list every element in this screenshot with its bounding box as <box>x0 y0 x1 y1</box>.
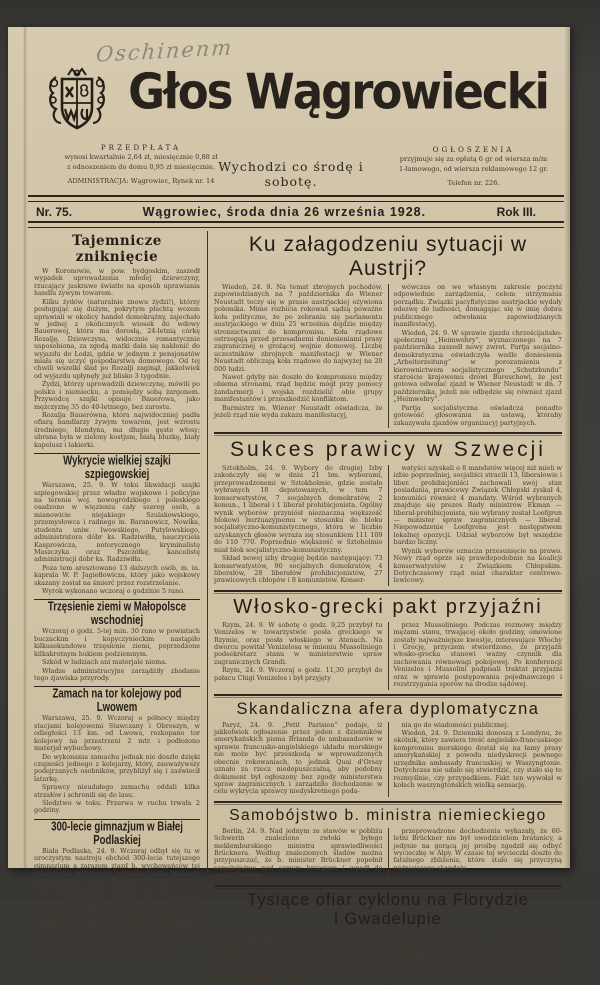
body-paragraph: przeprowadzone dochodzenia wykazały, że 60-letni Brückner nie był uwodzicielem bratanicy, a jedynie na gorącą jej prośbę zgodził się odbyć wycieczkę w Alpy. W czasie tej wycieczki doszło do fatalnego zbliżenia, które stało się przyczyną późniejszego skandalu. <box>393 826 562 872</box>
body-paragraph: Wczoraj o godz. 5-tej min. 30 rano w powiatach buczackim i kopyczynieckim nastąpiło kilkusekundowe trzęsienie ziemi, poprzedzone kilkakrotnym hukiem podziemnym. <box>34 627 200 658</box>
article-column-1 <box>214 828 389 881</box>
article-divider <box>214 590 562 594</box>
body-paragraph: Na wniosek dyr. Nortowskiego uchwalono nadać szkole nazwę gimnazjum im. Kraszewskiego. <box>34 937 200 954</box>
article-headline: Zamach na tor kolejowy pod Lwowem <box>52 687 182 716</box>
body-paragraph: Paryż, 24. 9. „Petit Parisien” podaje, iż jakkolwiek ogłoszenie przez jeden z dzienników amerykańskich pisma Brianda do ambasadorów w sprawie francusko-angielskiego układu morskiego nie może być przeszkodą w wprowadzonych obecnie rokowaniach, to jednak Quai d'Orsay uznało za rzecz niedopuszczalną, aby podobny dokument był ogłoszony bez zgody ministerstwa spraw zagranicznych i zarządziło dochodzenie w celu wykrycia sprawcy niedyskretnego poda- <box>214 720 383 796</box>
article-column-1 <box>214 932 389 985</box>
body-paragraph: Kilku żydów (naturalnie znowu żydzi!), którzy posługując się dużym, pokrytym płachtą wozem uprawiali w okolicy handel domokrążny, zajechało w jednej z okolicznych wiosek do wdowy Bauerowej, która ma dorosłą, 24-letnią córkę Rozalję. Dziewczyna, widocznie romantycznie usposobiona, za zgodą matki dała się nakłonić do wyjazdu do Łodzi, gdzie w jednym z pensjonatów miała się uczyć gospodarstwa domowego. Od tej chwili wszelki ślad po Rozalji zaginął, jakkolwiek od wyjazdu upłynęły już blisko 3 tygodnie. <box>34 297 200 380</box>
article-column-1 <box>214 284 389 428</box>
body-paragraph: W Koronowie, w pow. bydgoskim, zaszedł wypadek uprowadzenia młodej dziewczyny, rzucający jaskrawe światło na sposób uprawiania handlu żywym towarem. <box>34 267 200 298</box>
article-headline: Trzęsienie ziemi w Małopolsce wschodniej <box>47 600 187 629</box>
body-paragraph: Wiedeń, 24. 9. Dzienniki donoszą z Londynu, że okólnik, który zawiera treść angielsko-francuskiego kompromisu morskiego dostał się na łamy prasy amerykańskiej z powodu niedyskrecji pewnego urzędnika ambasady francuskiej w Waszyngtonie. Dotychczas nie udało się stwierdzić, czy stało się to rozmyślnie, czy przypadkiem. Fakt ten wywołał w kołach waszyngtońskich wielką sensację. <box>393 728 562 789</box>
body-paragraph: Skład nowej izby drugiej będzie następujący: 73 konserwatystów, 90 socjalnych demokratów, 4 liberałów, 28 liberałów prohibicjonistów, 27 prawicowych chłopów i 8 komunistów. Konser- <box>214 554 383 585</box>
masthead <box>8 27 570 195</box>
article-column-1 <box>214 465 389 586</box>
body-paragraph: Burmistrz m. Wiener Neustadt oświadcza, że jeżeli rząd nie wyda zakazu manifestacyj, <box>214 403 383 420</box>
headline-line2: i Gwadelupie <box>334 909 442 928</box>
body-paragraph: Wiedeń, 24. 9. W sprawie zjazdu chrześcijańsko-społecznej „Heimwehry”, wyznaczonego na 7 października zaszedł nowy zwrot. Partja socjalno-demokratyczna oświadczyła wedle doniesienia „Arbeiterzeitung” w porozumieniu z kierownictwem socjalistycznego „Schutzbundu” staroście krajowemu drowi Bureschowi, że jest gotowa odwołać zjazd w Wiener Neustadt w dn. 7 października, jeżeli nie odbędzie się również zjazd „Heimwehry”. <box>393 328 562 404</box>
newspaper-title: Głos Wągrowiecki <box>128 63 548 121</box>
body-paragraph: Berlin, 24. 9. Nad jednym ze stawów w pobliżu Schwerin znaleziono zwłoki byłego meklemburskiego ministra sprawiedliwości Brücknera. Według znalezionych śladów można przypuszczać, że b. minister Brückner popełnił samobójstwo nad samym brzegiem i wpadł do wody. Ostatnio <box>214 826 383 880</box>
header-rule <box>28 195 564 202</box>
article-column-2 <box>389 622 563 690</box>
article-column-1 <box>214 722 389 797</box>
dateline <box>8 202 570 221</box>
body-paragraph: Szkód w ludziach ani materjale niema. <box>42 658 168 667</box>
main-section <box>208 231 564 984</box>
body-paragraph: Partja socjalistyczna oświadcza ponadto gotowość głosowania za ustawą, któraby zakazywała zjazdów organizacyj partyjnych. <box>393 403 562 427</box>
handwritten-annotation: Oschinenm <box>95 35 235 67</box>
body-paragraph: Poza tem aresztowano 13 dalszych osób, m. in. kaprala W. P. Jagiełłowicza, który jako wojskowy skazany został na śmierć przez rozstrzelanie. <box>34 563 200 587</box>
article-column-2 <box>389 828 563 881</box>
body-paragraph: Rozalja Bauerówna, która najwidoczniej padła ofiarą handlarzy żywym towarem, jest wzrostu średniego, blondyna, ma długie gęste włosy; ubrana była w zielony kostjum, białą bluzkę, biały kapelusz i lakierki. <box>34 411 200 449</box>
dateline-rule <box>28 221 564 228</box>
article-headline: Wykrycie wielkiej szajki szpiegowskiej <box>63 454 171 482</box>
article-column-2 <box>389 932 563 985</box>
article-columns <box>214 932 562 985</box>
body-paragraph: Władze administracyjne zarządziły zbadanie tego zjawiska przyrody. <box>34 666 200 682</box>
body-paragraph: Rzym, 24. 9. W sobotę o godz. 9,25 przybył tu Venizelos w towarzystwie posła greckiego w Rzymie, oraz posła włoskiego w Atenach. Na dworcu powitał Venizelosa w imieniu Mussoliniego podsekretarz stanu w ministerstwie spraw zagranicznych Grandi. <box>214 620 383 666</box>
article-columns <box>214 828 562 881</box>
body-paragraph: Warszawa, 25. 9. Wczoraj o północy między stacjami kolejowemi Stawczany i Obroszyn, w odległości 13 km. od Lwowa, rozkopano tor kolejowy na przestrzeni 2 mtr. i podłożono materjał wybuchowy. <box>34 714 200 753</box>
article-column-2 <box>389 465 563 586</box>
body-paragraph: Florydzie wynosi 2200. <box>401 930 477 939</box>
article-divider <box>214 432 562 436</box>
article-column-1 <box>214 622 389 690</box>
article-divider <box>214 885 562 889</box>
advertising-heading: OGŁOSZENIA <box>432 145 515 154</box>
body-paragraph: Biała Podlaska, 24. 9. Wczoraj odbył się tu w uroczystym nastroju obchód 300-lecia tutejszego gimnazjum a zarazem zjazd b. wychowańców tej szkoły oraz odsłonięcie pomnika Józefa Ignacego Kraszewskiego, jako jednego z tych, którzy ukończyli gimnazjum w Białej Podlaskiej. <box>34 846 200 892</box>
body-paragraph: nia go do wiadomości publicznej. <box>401 720 509 729</box>
article-headline: Włosko-grecki pakt przyjaźni <box>233 595 543 618</box>
article-columns <box>214 622 562 690</box>
article-divider <box>214 801 562 805</box>
place-and-date: Wągrowiec, środa dnia 26 września 1928. <box>142 205 427 219</box>
advertising-line2: 1-łamowego, od wiersza reklamowego 12 gr. <box>399 164 548 173</box>
subscription-line1: wynosi kwartalnie 2,64 zł, miesięcznie 0,88 zł <box>64 153 218 162</box>
volume-year: Rok III. <box>496 205 536 219</box>
article-column-2 <box>389 284 563 428</box>
telephone-number: Telefon nr. 226. <box>447 178 500 187</box>
body-paragraph: Paryż, 24. 9. Według doniesień gubernatora Gwadelupy ofiarą cyklonu, który tam szalał padło 1270 osób. <box>393 939 562 962</box>
article-columns <box>214 284 562 428</box>
advertising-info <box>386 145 561 188</box>
article-headline: 300-lecie gimnazjum w Białej Podlaskiej <box>51 820 183 848</box>
body-paragraph: Sztokholm, 24. 9. Wybory do drugiej Izby zakończyły się w dniu 21 bm. wyborami, przeprowadzonemi w Sztokholmie, gdzie zostało wybranych 18 deputowanych, w tem 7 konserwatystów, 7 socjalnych demokratów, 2 komun., 1 liberał i 1 liberał prohibicjonista. Ogólny wynik wyborów przyniósł nieznaczną większość blokowi burżuazyjnemu w stosunku do bloku socjalistyczno-komunistycznego, która w liczbie uzyskanych głosów wyraża się stosunkiem 111 109 do 110 770. Poprzednio większość w Sztoholmie miał blok socjalistyczno-komunistyczny. <box>214 464 383 554</box>
body-paragraph: Śledztwo w toku. Przerwa w ruchu trwała 2 godziny. <box>34 799 200 815</box>
subscription-heading: PRZEDPŁATA <box>100 143 182 152</box>
page-content <box>28 231 564 984</box>
body-paragraph: Nawet gdyby nie doszło do kompromisu między obiema stronami, rząd będzie mógł przy pomocy żandarmerji i wojska rozdzielić obie grupy manifestantów i przeszkodzić konfliktom. <box>214 373 383 404</box>
article-columns <box>214 722 562 797</box>
article-columns <box>214 465 562 586</box>
body-paragraph: Warszawa, 25. 9. W toku likwidacji szajki szpiegowskiej przez władze wojskowe i policyjne na terenie woj. nowogródzkiego i poleskiego osadzono w więzieniu cały szereg osób, a mianowicie niejakiego Szulakowskiego, przemysłowca i radnego m. Baranowicz, Nowika, studenta uniw. lwowskiego, Putylowskiego, administratora dóbr ks. Radziwiłła, nauczyciela Kasprowicza, notorycznego kryminalistę Maszczyka oraz Pszczółkę, kancelistę administracji dóbr ks. Radziwiłła. <box>34 481 200 564</box>
coat-of-arms-icon <box>46 67 108 145</box>
body-paragraph: Wiedeń, 24. 9. Na temat zbrojnych pochodów, zapowiedzianych na 7 października do Wiener Neustadt toczy się w prasie austrjackiej ożywiona polemika. Mimo rozbicia rokowań sądzą poważne koła polityczne, że po zebraniu się parlamentu austrjackiego w dniu 25 września dojdzie między stronnictwami do kompromisu. Koła rządowe ostrzegają przed przesadnemi doniesieniami prasy zagranicznej o grożącej wojnie domowej. Liczbę uczestników zbrojnych manifestacji w Wiener Neustadt obliczają koła rządowe do najwyżej na 20 000 ludzi. <box>214 283 383 373</box>
article-headline: Tajemnicze zniknięcie <box>72 233 162 265</box>
body-paragraph: watyści uzyskali o 8 mandatów więcej niż mieli w izbie poprzedniej, socjaliści stracili 13, liberałowie i liber. prohibicjoniści zachowali swój stan posiadania, prawicowy Związek Chłopski zyskał 4, komuniści również 4 mandaty. Wśród wybranych znajduje się prezes Rady ministrów Ekman — liberał-prohibicjonista, nie wybrany został Loefgren — minister spraw zagranicznych — liberał. Niepowodzenie Loefgrena jest następstwem lokalnej opozycji. Udział wyborców był wszędzie bardzo liczny. <box>393 464 562 547</box>
article-headline: Sukces prawicy w Szwecji <box>230 438 546 462</box>
administration-address: ADMINISTRACJA: Wągrowiec, Rynek nr. 14 <box>67 176 215 185</box>
article-headline: Ku załagodzeniu sytuacji w Austrji? <box>248 233 528 280</box>
newspaper-page <box>8 27 570 984</box>
body-paragraph: wówczas on we własnym zakresie poczyni odpowiednie zarządzenia, celem utrzymania porządku. Związki pacyfistyczne austrjackie wydały odezwę do ludności, domagając się w imię dobra publicznego odwołania zapowiedzianych manifestacyj. <box>393 283 562 329</box>
issue-number: Nr. 75. <box>36 205 73 219</box>
body-paragraph: Wynik wyborów oznacza przesunięcie na prawo. Nowy rząd oprze się prawdopodobnie na koalicji konserwatystów z Związkiem Chłopskim. Dotychczasowy rząd miał charakter centrowo-lewicowy. <box>393 546 562 585</box>
left-column <box>28 231 205 954</box>
body-paragraph: Po nabożeństwie odbyło się odsłonięcie wmurowanej w gmachu szkolnym tablicy ku czci założyciela tej szkoły Ks. Krzysztofa Bilskiego, a następnie w ogrodzie szkolnym odsłonięcie pomnika Kraszewskiego, poczem w auli szkolnej akademja, na której wygłoszono szereg referatów. <box>34 892 200 938</box>
advertising-line1: przyjmuje się za opłatą 6 gr od wiersza m/m <box>399 155 548 164</box>
article-column-2 <box>389 722 563 797</box>
body-paragraph: Do wykonania zamachu jednak nie doszło dzięki czujności jednego z kolejarzy, który, zauważywszy podejrzanych osobników, przybliżył się i zaświecił latarkę. <box>34 752 200 783</box>
article-headline: Skandaliczna afera dyplomatyczna <box>236 699 540 718</box>
body-paragraph: Żydzi, którzy uprowadzili dziewczynę, mówili po polsku i niemiecku, a pomiędzy sobą żargonem. Przywódcę szajki opisuje Bauerowa, jako mężczyznę 35 do 40-letniego, bez zarostu. <box>34 380 200 411</box>
body-paragraph: Na wyspie Portorico wybuchły różne epidemje. Ludność z rozpaczy masowo popełnia samobójstwa. <box>393 962 562 978</box>
body-paragraph: Wyrok wykonano wczoraj o godzinie 5 rano. <box>42 587 185 596</box>
body-paragraph: Rzym, 24. 9. Wczoraj o godz. 11,30 przybył do pałacu Chigi Venizelos i był przyjęty <box>214 666 383 682</box>
article-headline <box>214 891 562 929</box>
article-headline: Samobójstwo b. ministra niemieckiego <box>229 806 547 824</box>
publication-schedule: Wychodzi co środę i sobotę. <box>218 159 364 189</box>
article-divider <box>214 694 562 698</box>
body-paragraph: Palmbeach, 24. 9. W zatoce Pelican znaleziono dalszych 200 trupów. Tymczasem liczba ofiar i zabitych podniosła się do 400 zabitych. Jest to okolica zamieszkała głównie przez plantatorów trzciny cukrowej. Istnieje obawa, że cała ludność miasteczka Pelican City zginęła. Według doniesień ostrożnych obliczeń liczba zabitych na <box>214 930 383 984</box>
body-paragraph: Sprawcy nieudałego zamachu oddali kilka strzałów i schronili się do lasu. <box>34 783 200 799</box>
subscription-line2: z odnoszeniem do domu 0,95 zł miesięcznie. <box>66 162 216 171</box>
body-paragraph: przez Mussoliniego. Podczas rozmowy między mężami stanu, trwającej około godziny, omówione zostały najważniejsze kwestje, interesujące Włochy i Grecję, przyczem stwierdzono, że przyjaźń włosko-grecka stanowi ważny czynnik dla zachowania równowagi pokojowej. Po konferencji Venizelos i Mussolini podpisali traktat przyjaźni oraz w sprawie postępowania pojednawczego i rozstrzygania sporów na drodze sądowej. <box>393 620 562 689</box>
headline-line1: Tysiące ofiar cyklonu na Florydzie <box>247 890 529 909</box>
